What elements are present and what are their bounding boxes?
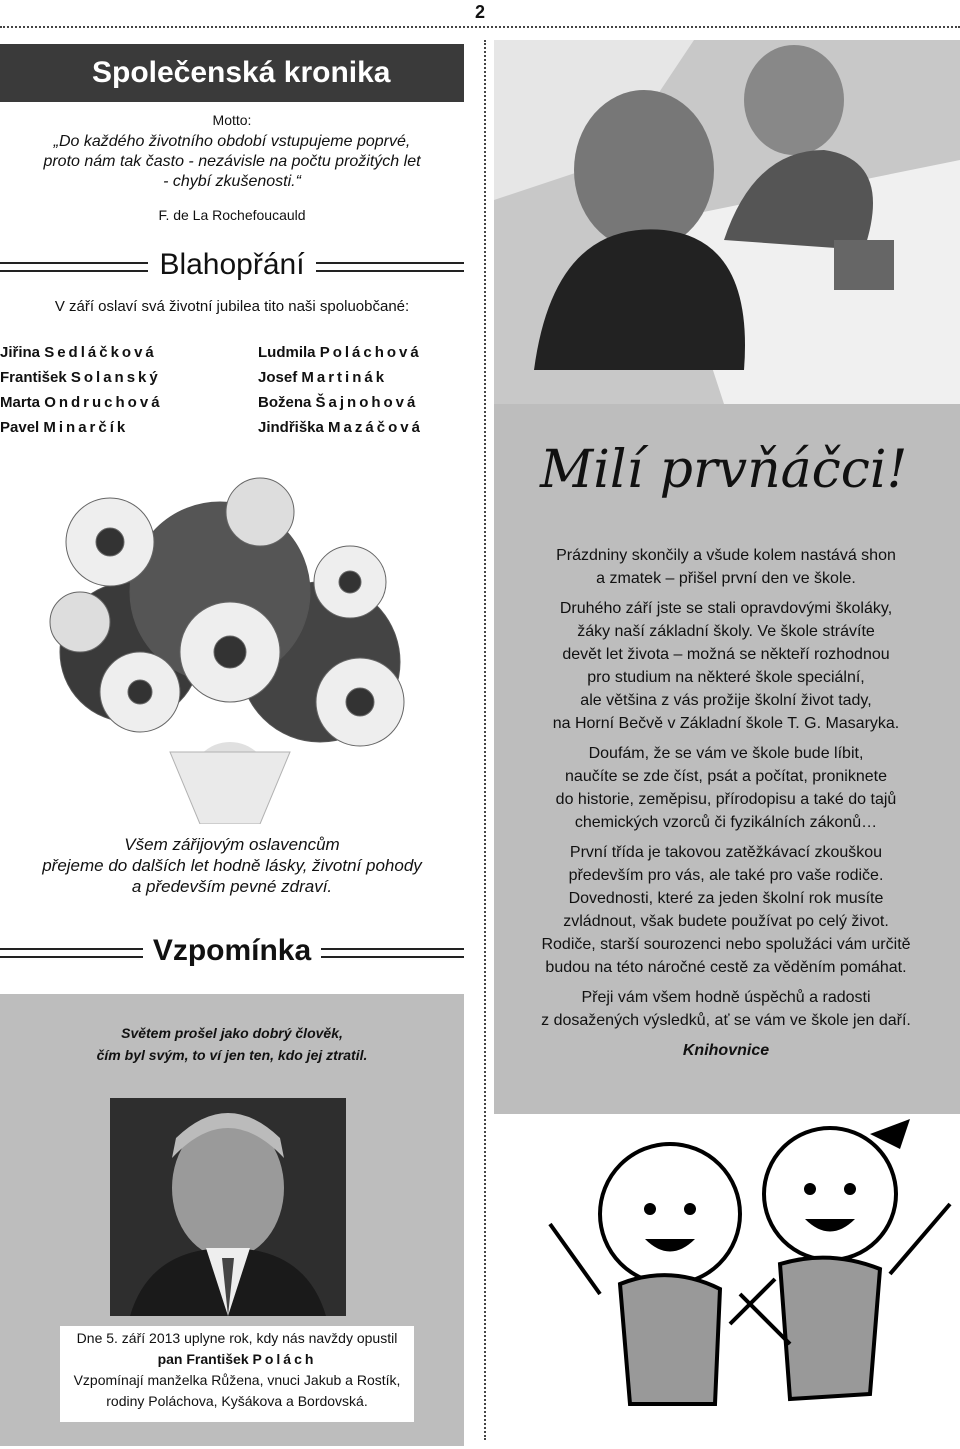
top-dotted-rule bbox=[0, 26, 960, 28]
motto-text bbox=[0, 132, 464, 192]
article-title: Milí prvňáčci! bbox=[540, 440, 908, 500]
celebrant-name: Jindřiška Mazáčová bbox=[258, 419, 423, 436]
memorial-heading bbox=[0, 932, 464, 972]
celebrant-name: Ludmila Poláchová bbox=[258, 344, 422, 361]
celebrant-name: Josef Martinák bbox=[258, 369, 388, 386]
motto-label: Motto: bbox=[212, 112, 252, 128]
article-paragraph: První třída je takovou zatěžkávací zkouškou především pro vás, ale také pro vaše rodiče. Dovednosti, které za jeden školní rok musíte zvládnout, však budete používat po celý život. Rodiče, starší sourozenci nebo spolužáci vám určitě budou na této náročné cestě za věděním pomáhat. bbox=[541, 844, 911, 976]
memorial-line-4: rodiny Poláchova, Kyšákova a Bordovská. bbox=[106, 1393, 368, 1409]
celebrant-name: František Solanský bbox=[0, 369, 161, 386]
section-title-bar bbox=[0, 44, 464, 102]
quote-line: Světem prošel jako dobrý člověk, bbox=[121, 1025, 343, 1041]
section-title: Společenská kronika bbox=[92, 56, 391, 89]
page-number: 2 bbox=[474, 2, 485, 22]
motto-line: - chybí zkušenosti.“ bbox=[163, 173, 301, 190]
quote-line: čím byl svým, to ví jen ten, kdo jej ztratil. bbox=[96, 1047, 368, 1063]
celebrant-name: Jiřina Sedláčková bbox=[0, 344, 157, 361]
celebrants-right-column bbox=[258, 340, 423, 440]
celebrant-name: Marta Ondruchová bbox=[0, 394, 163, 411]
article-paragraph: Doufám, že se vám ve škole bude líbit, naučíte se zde číst, psát a počítat, proniknete do historie, zeměpisu, přírodopisu a také do tajů chemických vzorců či fyzikálních zákonů… bbox=[555, 745, 897, 831]
birthday-heading bbox=[0, 246, 464, 286]
wish-line: a především pevné zdraví. bbox=[131, 877, 333, 896]
memorial-heading-text: Vzpomínka bbox=[143, 934, 321, 967]
wish-line: Všem zářijovým oslavencům bbox=[124, 835, 340, 854]
article-signature: Knihovnice bbox=[682, 1042, 770, 1059]
article-body bbox=[516, 544, 936, 1069]
birthday-intro: V září oslaví svá životní jubilea tito naši spoluobčané: bbox=[54, 298, 410, 315]
cartoon-children-illustration bbox=[540, 1114, 960, 1444]
memorial-portrait-photo bbox=[110, 1098, 346, 1316]
children-classroom-photo bbox=[494, 40, 960, 404]
motto-author: F. de La Rochefoucauld bbox=[158, 207, 306, 223]
memorial-text bbox=[54, 1328, 420, 1412]
birthday-wish bbox=[0, 834, 464, 897]
birthday-heading-text: Blahopřání bbox=[149, 248, 314, 281]
article-paragraph: Přeji vám všem hodně úspěchů a radosti z dosažených výsledků, ať se vám ve škole jen daří. bbox=[541, 989, 911, 1029]
article-paragraph: Prázdniny skončily a všude kolem nastává shon a zmatek – přišel první den ve škole. bbox=[556, 547, 896, 587]
celebrants-left-column bbox=[0, 340, 163, 440]
celebrant-name: Pavel Minarčík bbox=[0, 419, 129, 436]
memorial-quote bbox=[0, 1022, 464, 1066]
motto-line: „Do každého životního období vstupujeme poprvé, bbox=[53, 133, 411, 150]
column-dotted-divider bbox=[484, 40, 486, 1440]
flower-bouquet-image bbox=[20, 452, 440, 824]
memorial-line-3: Vzpomínají manželka Růžena, vnuci Jakub a Rostík, bbox=[73, 1372, 401, 1388]
memorial-line-1: Dne 5. září 2013 uplyne rok, kdy nás navždy opustil bbox=[76, 1330, 398, 1346]
memorial-name: pan František Polách bbox=[157, 1351, 317, 1367]
article-paragraph: Druhého září jste se stali opravdovými školáky, žáky naší základní školy. Ve škole strávíte devět let života – možná se někteří rozhodnou pro studium na některé škole speciální, ale většina z vás prožije školní život tady, na Horní Bečvě v Základní škole T. G. Masaryka. bbox=[552, 600, 900, 732]
motto-line: proto nám tak často - nezávisle na počtu prožitých let bbox=[43, 153, 421, 170]
celebrant-name: Božena Šajnohová bbox=[258, 394, 419, 411]
wish-line: přejeme do dalších let hodně lásky, životní pohody bbox=[42, 856, 422, 875]
